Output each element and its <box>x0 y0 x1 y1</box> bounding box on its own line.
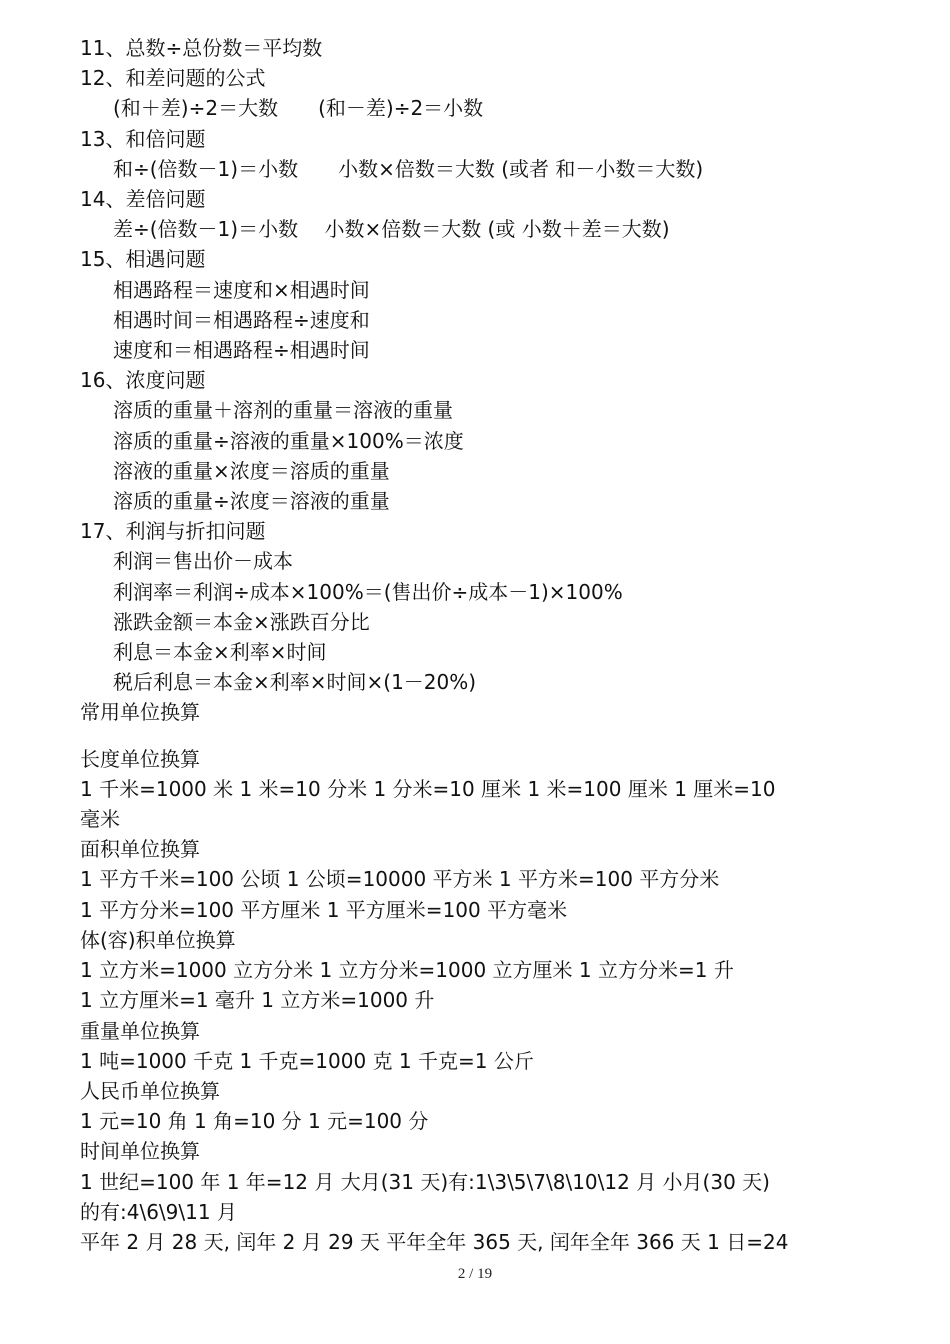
page-number: 2 / 19 <box>457 1266 493 1282</box>
text-line: (和＋差)÷2＝大数 (和－差)÷2＝小数 <box>113 96 484 121</box>
text-line: 时间单位换算 <box>80 1139 200 1164</box>
text-line: 1 平方分米=100 平方厘米 1 平方厘米=100 平方毫米 <box>80 897 568 922</box>
text-line: 毫米 <box>80 807 120 832</box>
text-line: 1 平方千米=100 公顷 1 公顷=10000 平方米 1 平方米=100 平方分米 <box>80 867 720 892</box>
text-line: 和÷(倍数－1)＝小数 小数×倍数＝大数 (或者 和－小数＝大数) <box>113 156 704 181</box>
text-line: 1 世纪=100 年 1 年=12 月 大月(31 天)有:1\3\5\7\8\10\12 月 小月(30 天) <box>80 1169 770 1194</box>
text-line: 13、和倍问题 <box>80 126 206 151</box>
text-line: 1 吨=1000 千克 1 千克=1000 克 1 千克=1 公斤 <box>80 1048 534 1073</box>
text-line: 1 千米=1000 米 1 米=10 分米 1 分米=10 厘米 1 米=100 厘米 1 厘米=10 <box>80 776 776 801</box>
text-line: 的有:4\6\9\11 月 <box>80 1199 237 1224</box>
text-line: 面积单位换算 <box>80 837 200 862</box>
text-line: 17、利润与折扣问题 <box>80 519 266 544</box>
document-body <box>80 33 880 1257</box>
text-line: 利息＝本金×利率×时间 <box>113 640 327 665</box>
text-line: 税后利息＝本金×利率×时间×(1－20%) <box>113 670 477 695</box>
text-line: 差÷(倍数－1)＝小数 小数×倍数＝大数 (或 小数＋差＝大数) <box>113 217 670 242</box>
text-line: 11、总数÷总份数＝平均数 <box>80 36 323 60</box>
text-line: 14、差倍问题 <box>80 187 206 212</box>
text-line: 人民币单位换算 <box>80 1078 220 1103</box>
text-line: 12、和差问题的公式 <box>80 66 266 91</box>
text-line: 相遇路程＝速度和×相遇时间 <box>113 277 370 302</box>
text-line: 1 立方厘米=1 毫升 1 立方米=1000 升 <box>80 988 435 1013</box>
text-line: 1 元=10 角 1 角=10 分 1 元=100 分 <box>80 1109 429 1134</box>
text-line: 利润率＝利润÷成本×100%＝(售出价÷成本－1)×100% <box>113 579 623 604</box>
text-line: 溶质的重量÷浓度＝溶液的重量 <box>113 489 390 514</box>
text-line: 重量单位换算 <box>80 1018 200 1043</box>
text-line: 体(容)积单位换算 <box>80 927 236 952</box>
text-line: 16、浓度问题 <box>80 368 206 393</box>
text-line: 15、相遇问题 <box>80 247 206 272</box>
text-line: 1 立方米=1000 立方分米 1 立方分米=1000 立方厘米 1 立方分米=1 升 <box>80 958 734 983</box>
text-line: 溶质的重量＋溶剂的重量＝溶液的重量 <box>113 398 453 423</box>
text-line: 溶液的重量×浓度＝溶质的重量 <box>113 458 390 483</box>
text-line: 相遇时间＝相遇路程÷速度和 <box>113 307 370 332</box>
text-line: 溶质的重量÷溶液的重量×100%＝浓度 <box>113 428 464 453</box>
text-line: 长度单位换算 <box>80 746 200 771</box>
text-line: 速度和＝相遇路程÷相遇时间 <box>113 338 370 363</box>
text-line: 利润＝售出价－成本 <box>113 549 293 574</box>
text-line: 涨跌金额＝本金×涨跌百分比 <box>113 609 370 634</box>
text-line: 常用单位换算 <box>80 700 200 725</box>
text-line: 平年 2 月 28 天, 闰年 2 月 29 天 平年全年 365 天, 闰年全年 366 天 1 日=24 <box>80 1229 789 1254</box>
